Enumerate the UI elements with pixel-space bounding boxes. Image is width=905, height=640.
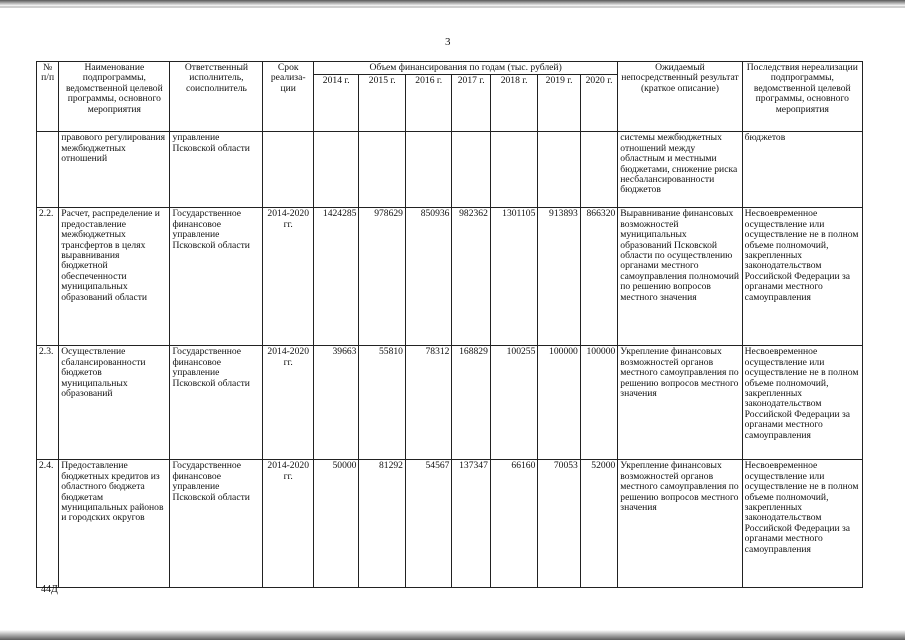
row-value: 70053: [538, 460, 580, 588]
row-consequences: Несвоевременное осуществление или осуществление не в полном объеме полномочий, закрепленных законодательством Российской Федерации за органами местного самоуправления: [742, 208, 862, 346]
row-value: 168829: [452, 346, 490, 460]
row-value: [359, 132, 406, 208]
row-value: [452, 132, 490, 208]
table-row: [37, 208, 863, 346]
row-name: правового регулирования межбюджетных отношений: [59, 132, 170, 208]
row-value: 1424285: [313, 208, 358, 346]
footer-code: 44Д: [41, 584, 58, 595]
table-row: [37, 132, 863, 208]
row-term: 2014-2020 гг.: [263, 460, 314, 588]
row-consequences: Несвоевременное осуществление или осуществление не в полном объеме полномочий, закрепленных законодательством Российской Федерации за органами местного самоуправления: [742, 346, 862, 460]
row-num: 2.4.: [37, 460, 59, 588]
row-value: 81292: [359, 460, 406, 588]
header-year: 2020 г.: [580, 75, 617, 132]
row-value: 913893: [538, 208, 580, 346]
table-row: [37, 460, 863, 588]
row-result: Укрепление финансовых возможностей органов местного самоуправления по решению вопросов местного значения: [618, 460, 742, 588]
row-executor: Государственное финансовое управление Псковской области: [170, 208, 263, 346]
row-value: 100000: [538, 346, 580, 460]
row-value: 100255: [490, 346, 538, 460]
table-row: [37, 346, 863, 460]
header-name: Наименование подпрограммы, ведомственной целевой программы, основного мероприятия: [59, 62, 170, 132]
row-value: [490, 132, 538, 208]
row-executor: Государственное финансовое управление Псковской области: [170, 346, 263, 460]
row-num: [37, 132, 59, 208]
row-result: Укрепление финансовых возможностей органов местного самоуправления по решению вопросов местного значения: [618, 346, 742, 460]
row-value: 52000: [580, 460, 617, 588]
row-num: 2.3.: [37, 346, 59, 460]
row-value: 866320: [580, 208, 617, 346]
row-value: 850936: [405, 208, 452, 346]
header-consequences: Последствия нереализации подпрограммы, ведомственной целевой программы, основного мероприятия: [742, 62, 862, 132]
row-consequences: бюджетов: [742, 132, 862, 208]
page-number: 3: [445, 36, 451, 48]
header-term: Срок реализа-ции: [263, 62, 314, 132]
row-value: 54567: [405, 460, 452, 588]
header-year: 2016 г.: [405, 75, 452, 132]
row-value: 39663: [313, 346, 358, 460]
row-value: 137347: [452, 460, 490, 588]
row-name: Осуществление сбалансированности бюджетов муниципальных образований: [59, 346, 170, 460]
row-num: 2.2.: [37, 208, 59, 346]
row-name: Расчет, распределение и предоставление межбюджетных трансфертов в целях выравнивания бюджетной обеспеченности муниципальных образований области: [59, 208, 170, 346]
row-result: Выравнивание финансовых возможностей муниципальных образований Псковской области по осуществлению органами местного самоуправления полномочий по решению вопросов местного значения: [618, 208, 742, 346]
row-value: 66160: [490, 460, 538, 588]
row-value: [313, 132, 358, 208]
scan-edge-top-line: [0, 6, 905, 8]
row-value: 982362: [452, 208, 490, 346]
row-name: Предоставление бюджетных кредитов из областного бюджета бюджетам муниципальных районов и городских округов: [59, 460, 170, 588]
row-value: [538, 132, 580, 208]
header-year: 2018 г.: [490, 75, 538, 132]
scan-edge-bottom: [0, 630, 905, 640]
header-row-1: [37, 62, 863, 75]
row-executor: Государственное финансовое управление Псковской области: [170, 460, 263, 588]
row-value: [580, 132, 617, 208]
row-value: 55810: [359, 346, 406, 460]
header-executor: Ответственный исполнитель, соисполнитель: [170, 62, 263, 132]
row-term: 2014-2020 гг.: [263, 346, 314, 460]
header-year: 2014 г.: [313, 75, 358, 132]
row-value: 978629: [359, 208, 406, 346]
header-year: 2019 г.: [538, 75, 580, 132]
row-consequences: Несвоевременное осуществление или осуществление не в полном объеме полномочий, закрепленных законодательством Российской Федерации за органами местного самоуправления: [742, 460, 862, 588]
row-value: 78312: [405, 346, 452, 460]
row-result: системы межбюджетных отношений между областным и местными бюджетами, снижение риска несбалансированности бюджетов: [618, 132, 742, 208]
row-term: 2014-2020 гг.: [263, 208, 314, 346]
header-year: 2017 г.: [452, 75, 490, 132]
program-table: [36, 61, 863, 588]
row-term: [263, 132, 314, 208]
header-result: Ожидаемый непосредственный результат (краткое описание): [618, 62, 742, 132]
header-num: № п/п: [37, 62, 59, 132]
row-value: 100000: [580, 346, 617, 460]
row-value: [405, 132, 452, 208]
row-value: 50000: [313, 460, 358, 588]
row-value: 1301105: [490, 208, 538, 346]
row-executor: управление Псковской области: [170, 132, 263, 208]
header-funding: Объем финансирования по годам (тыс. рублей): [313, 62, 617, 75]
header-year: 2015 г.: [359, 75, 406, 132]
